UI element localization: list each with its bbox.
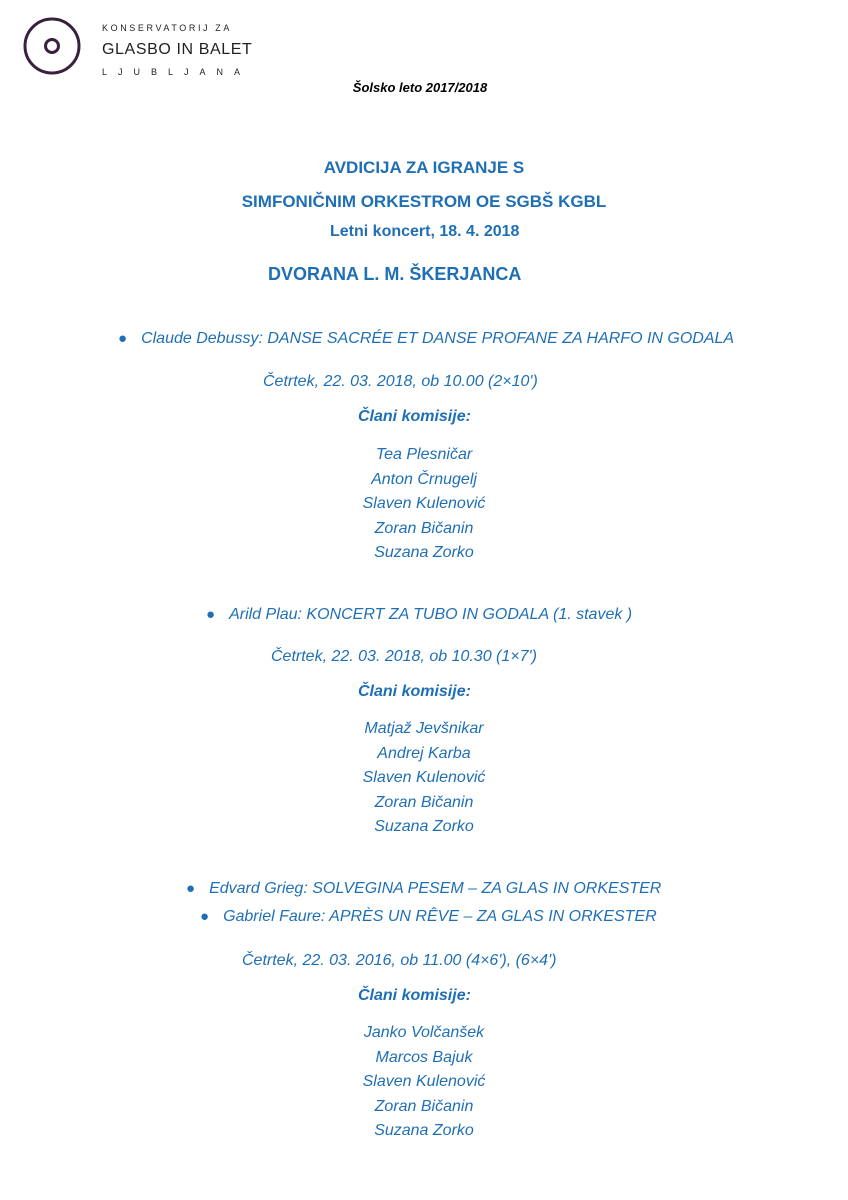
audition-time: Četrtek, 22. 03. 2016, ob 11.00 (4×6'), (6×4')	[242, 952, 557, 969]
audition-time: Četrtek, 22. 03. 2018, ob 10.00 (2×10')	[263, 373, 538, 390]
piece-item: ● Edvard Grieg: SOLVEGINA PESEM – ZA GLAS IN ORKESTER	[186, 880, 662, 897]
jury-member: Anton Črnugelj	[371, 470, 477, 488]
bullet-icon: ●	[206, 606, 216, 623]
jury-member: Zoran Bičanin	[374, 1097, 474, 1115]
jury-member: Slaven Kulenović	[362, 495, 486, 512]
jury-member: Tea Plesničar	[375, 446, 473, 463]
title-line-1: AVDICIJA ZA IGRANJE S	[323, 158, 525, 177]
piece-item: ● Claude Debussy: DANSE SACRÉE ET DANSE PROFANE ZA HARFO IN GODALA	[118, 330, 735, 347]
jury-label: Člani komisije:	[358, 683, 471, 700]
title-line-2: SIMFONIČNIM ORKESTROM OE SGBŠ KGBL	[241, 192, 607, 211]
jury-list	[0, 717, 848, 840]
jury-member: Suzana Zorko	[374, 544, 474, 561]
audition-time: Četrtek, 22. 03. 2018, ob 10.30 (1×7')	[271, 648, 537, 665]
bullet-icon: ●	[118, 330, 128, 347]
bullet-icon: ●	[186, 880, 196, 897]
logo-text-line3: LJUBLJANA	[102, 67, 252, 77]
piece-item: ● Arild Plau: KONCERT ZA TUBO IN GODALA (1. stavek )	[206, 606, 633, 623]
jury-member: Marcos Bajuk	[375, 1048, 473, 1066]
jury-list	[0, 1021, 848, 1144]
jury-member: Slaven Kulenović	[362, 769, 486, 786]
concert-date: Letni koncert, 18. 4. 2018	[330, 223, 520, 240]
bullet-icon: ●	[200, 908, 210, 925]
logo-text-line2: GLASBO IN BALET	[102, 41, 253, 58]
logo-text-line1: KONSERVATORIJ ZA	[102, 23, 232, 33]
venue: DVORANA L. M. ŠKERJANCA	[268, 264, 522, 284]
jury-member: Matjaž Jevšnikar	[364, 720, 484, 737]
jury-member: Zoran Bičanin	[374, 793, 474, 811]
piece-item: ● Gabriel Faure: APRÈS UN RÊVE – ZA GLAS IN ORKESTER	[200, 908, 657, 925]
jury-label: Člani komisije:	[358, 987, 471, 1004]
jury-member: Janko Volčanšek	[363, 1024, 485, 1041]
jury-member: Slaven Kulenović	[362, 1073, 486, 1090]
jury-label: Člani komisije:	[358, 408, 471, 425]
jury-member: Andrej Karba	[377, 744, 471, 762]
jury-member: Suzana Zorko	[374, 818, 474, 835]
jury-member: Zoran Bičanin	[374, 519, 474, 537]
jury-member: Suzana Zorko	[374, 1122, 474, 1139]
school-year: Šolsko leto 2017/2018	[352, 80, 488, 95]
ring-logo-icon	[22, 16, 82, 76]
jury-list	[0, 443, 848, 566]
